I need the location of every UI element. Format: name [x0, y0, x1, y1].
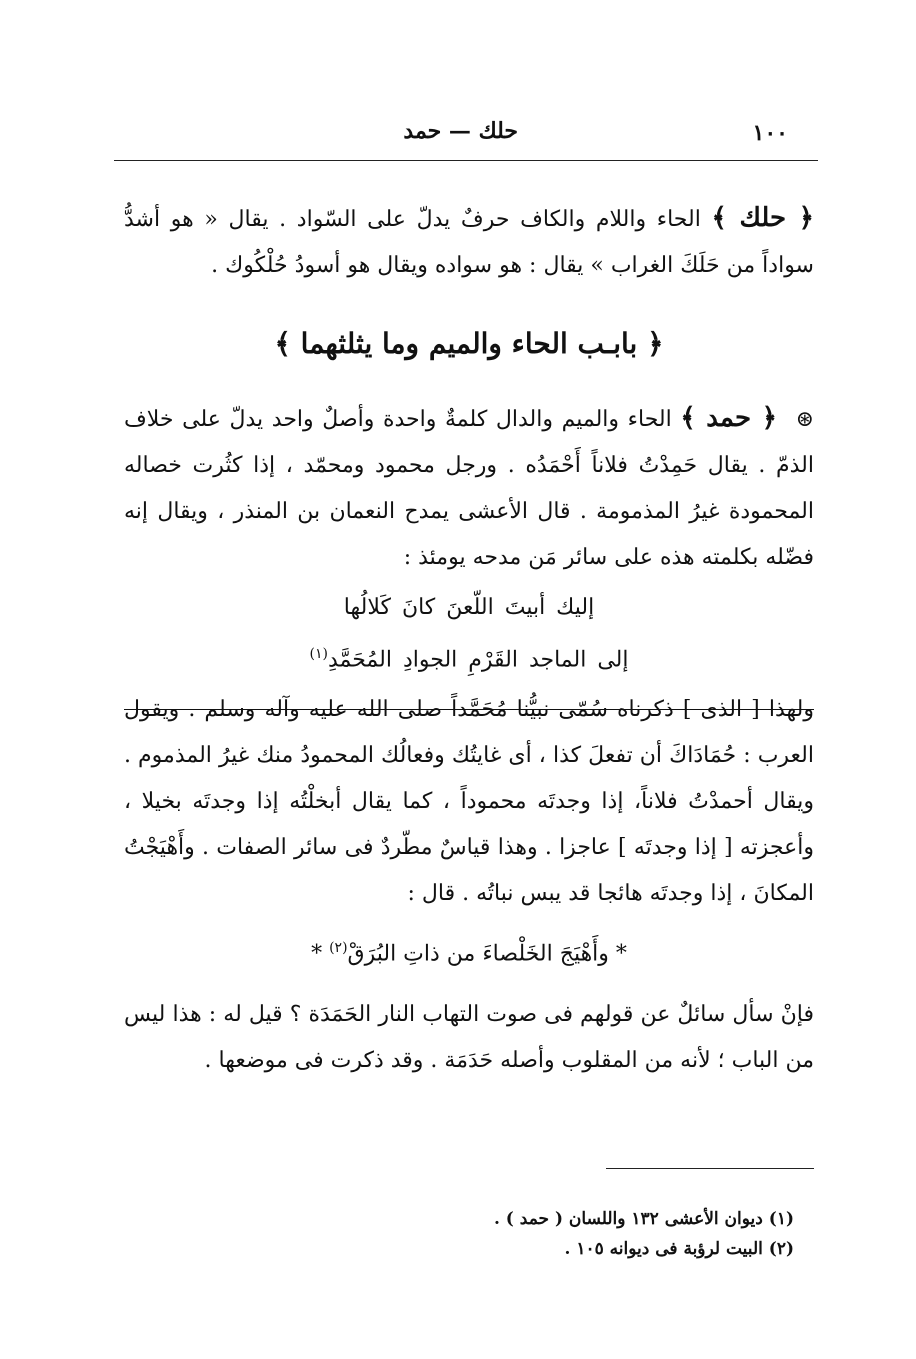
verse-second-text: إلى الماجد القَرْمِ الجوادِ المُحَمَّدِ [327, 647, 629, 673]
footnotes [234, 1204, 794, 1264]
entry-word-hamd: ﴿ حمد ﴾ [680, 403, 777, 433]
paragraph-3: فإنْ سأل سائلٌ عن قولهم فى صوت التهاب النار الحَمَدَة ؟ قيل له : هذا ليس من الباب ؛ لأنه من المقلوب وأصله حَدَمَة . وقد ذكرت فى موضعها . [124, 1001, 814, 1073]
verse-line [124, 585, 814, 683]
entry-hamd [124, 395, 814, 581]
footnote-rule [606, 1168, 814, 1169]
struck-line: ولهذا [ الذى ] ذكرناه سُمّى نبيُّنا مُحَمَّداً صلى الله عليه وآله وسلم . ويقول [124, 697, 814, 723]
entry-text-hamd: الحاء والميم والدال كلمةٌ واحدة وأصلٌ واحد يدلّ على خلاف الذمّ . يقال حَمِدْتُ فلاناً أَحْمَدُه . ورجل محمود ومحمّد ، إذا كثُرت خصاله المحمودة غيرُ المذمومة . قال الأعشى يمدح النعمان بن المنذر ، ويقال إنه فضّله بكلمته هذه على سائر مَن مدحه يومئذ : [124, 407, 814, 570]
footnote-1: (١) ديوان الأعشى ١٣٢ واللسان ( حمد ) . [493, 1209, 794, 1229]
section-heading: ﴿ بابـب الحاء والميم وما يثلثهما ﴾ [274, 327, 664, 360]
entry-marker-icon: ⊛ [795, 407, 814, 432]
running-title: حلك — حمد [403, 118, 518, 144]
page-header [114, 118, 818, 152]
entry-halak [124, 195, 814, 289]
page-number: ١٠٠ [752, 120, 788, 146]
verse-second-hemistich [310, 631, 629, 683]
entry-word-halak: ﴿ حلك ﴾ [711, 203, 814, 233]
verse-first-hemistich: إليك أبيتَ اللّعنَ كانَ كَلالُها [343, 595, 595, 620]
paragraph-2-text: العرب : حُمَادَاكَ أن تفعلَ كذا ، أى غايتُك وفعالُك المحمودُ منك غيرُ المذموم . ويقال أحمدْتُ فلاناً، إذا وجدتَه محموداً ، كما يقال أبخلْتُه إذا وجدتَه بخيلا ، وأعجزته [ إذا وجدتَه ] عاجزا . وهذا قياسٌ مطّردٌ فى سائر الصفات . وأَهْيَجْتُ المكانَ ، إذا وجدتَه هائجا قد يبس نباتُه . قال : [124, 743, 814, 907]
paragraph-2 [124, 687, 814, 917]
half-verse [124, 925, 814, 977]
half-verse-end: * [311, 941, 323, 967]
half-verse-text: * وأَهْيَجَ الخَلْصاءَ من ذاتِ البُرَقْ [347, 941, 627, 967]
footnote-ref-2: (٢) [329, 940, 348, 957]
header-rule [114, 160, 818, 161]
page-body [124, 195, 814, 1084]
entry-text-halak: الحاء واللام والكاف حرفٌ يدلّ على السّواد . يقال « هو أشدُّ سواداً من حَلَكَ الغراب » يقال : هو سواده ويقال هو أسودُ حُلْكُوك . [124, 207, 814, 278]
footnote-2: (٢) البيت لرؤبة فى ديوانه ١٠٥ . [564, 1239, 794, 1259]
footnote-ref-1: (١) [309, 646, 328, 662]
